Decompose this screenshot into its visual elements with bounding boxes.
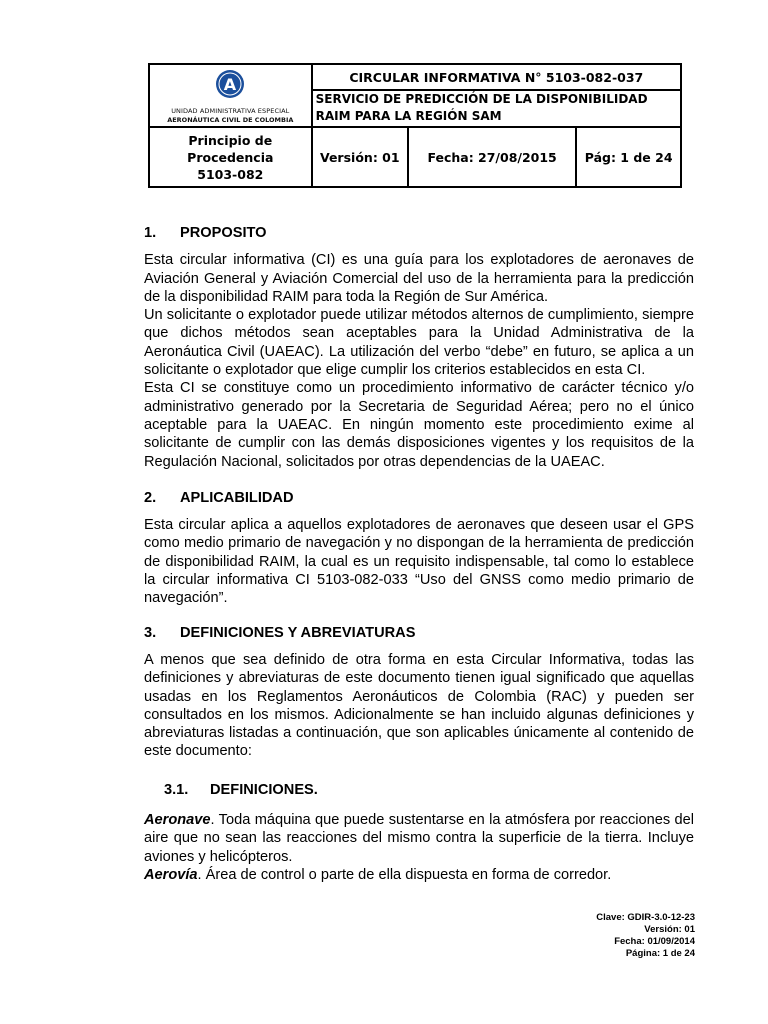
section-title: DEFINICIONES. <box>210 781 318 798</box>
paragraph: Esta circular aplica a aquellos explotadores de aeronaves que deseen usar el GPS como medio primario de navegación y no dispongan de la herramienta de predicción de disponibilidad RAIM, la cual es un requisito indispensable, tal como lo establece la circular informativa CI 5103-082-033 “Uso del GNSS como medio primario de navegación”. <box>144 517 694 607</box>
section-2-heading <box>144 489 694 507</box>
section-number: 3.1. <box>164 781 189 798</box>
circular-title: CIRCULAR INFORMATIVA N° 5103-082-037 <box>312 64 681 90</box>
logo-letter: A <box>224 75 237 94</box>
logo-cell <box>149 64 312 127</box>
document-body <box>144 220 694 884</box>
definition-aerovia <box>144 866 694 884</box>
definition-text: . Toda máquina que puede sustentarse en la atmósfera por reacciones del aire que no sean las reacciones del mismo contra la superficie de la tierra. Incluye aviones y helicópteros. <box>144 812 694 865</box>
section-number: 2. <box>144 489 157 506</box>
paragraph: Un solicitante o explotador puede utilizar métodos alternos de cumplimiento, siempre que dichos métodos sean aceptables para la Unidad Administrativa de la Aeronáutica Civil (UAEAC). La utilización del verbo “debe” en futuro, se aplica a un solicitante o explotador que elige cumplir los criterios establecidos en esta CI. <box>144 307 694 379</box>
definition-text: . Área de control o parte de ella dispuesta en forma de corredor. <box>197 866 612 883</box>
service-title: SERVICIO DE PREDICCIÓN DE LA DISPONIBILIDAD RAIM PARA LA REGIÓN SAM <box>312 90 681 127</box>
document-header-table <box>148 63 682 188</box>
procedencia-code: 5103-082 <box>197 166 264 182</box>
fecha-cell: Fecha: 27/08/2015 <box>408 127 576 187</box>
footer-pagina: Página: 1 de 24 <box>625 948 695 959</box>
page-cell: Pág: 1 de 24 <box>576 127 681 187</box>
paragraph: Esta circular informativa (CI) es una guía para los explotadores de aeronaves de Aviación General y Aviación Comercial del uso de la herramienta para la predicción de la disponibilidad RAIM para toda la Región de Sur América. <box>144 252 694 305</box>
aerocivil-logo-icon <box>215 69 245 99</box>
paragraph: A menos que sea definido de otra forma en esta Circular Informativa, todas las definiciones y abreviaturas de este documento tienen igual significado que aquellas usadas en los Reglamentos Aeronáuticos de Colombia (RAC) y pueden ser consultados en los mismos. Adicionalmente se han incluido algunas definiciones y abreviaturas listadas a continuación, que son aplicables únicamente al contenido de este documento: <box>144 651 694 760</box>
org-name-line2: AERONÁUTICA CIVIL DE COLOMBIA <box>167 116 294 124</box>
section-1-heading <box>144 224 694 242</box>
definition-term: Aeronave <box>144 812 211 829</box>
footer-clave: Clave: GDIR-3.0-12-23 <box>596 912 695 923</box>
section-title: APLICABILIDAD <box>180 489 294 506</box>
section-number: 1. <box>144 225 157 241</box>
footer-version: Versión: 01 <box>644 924 695 935</box>
definition-aeronave <box>144 811 694 866</box>
subsection-3-1-heading <box>144 781 694 799</box>
section-number: 3. <box>144 624 157 641</box>
section-title: PROPOSITO <box>180 225 267 241</box>
document-footer <box>596 912 695 960</box>
procedencia-cell <box>149 127 312 187</box>
org-name-line1: UNIDAD ADMINISTRATIVA ESPECIAL <box>171 107 290 115</box>
version-cell: Versión: 01 <box>312 127 408 187</box>
definition-term: Aerovía <box>144 866 198 883</box>
section-3-heading <box>144 624 694 642</box>
footer-fecha: Fecha: 01/09/2014 <box>614 936 695 947</box>
paragraph: Esta CI se constituye como un procedimiento informativo de carácter técnico y/o administrativo generado por la Secretaria de Seguridad Aérea; pero no el único aceptable para la UAEAC. En ningún momento este procedimiento exime al solicitante de cumplir con las demás disposiciones vigentes y los requisitos de la Regulación Nacional, solicitados por otras dependencias de la UAEAC. <box>144 380 694 470</box>
section-title: DEFINICIONES Y ABREVIATURAS <box>180 624 416 641</box>
procedencia-label: Principio de Procedencia <box>187 132 274 165</box>
